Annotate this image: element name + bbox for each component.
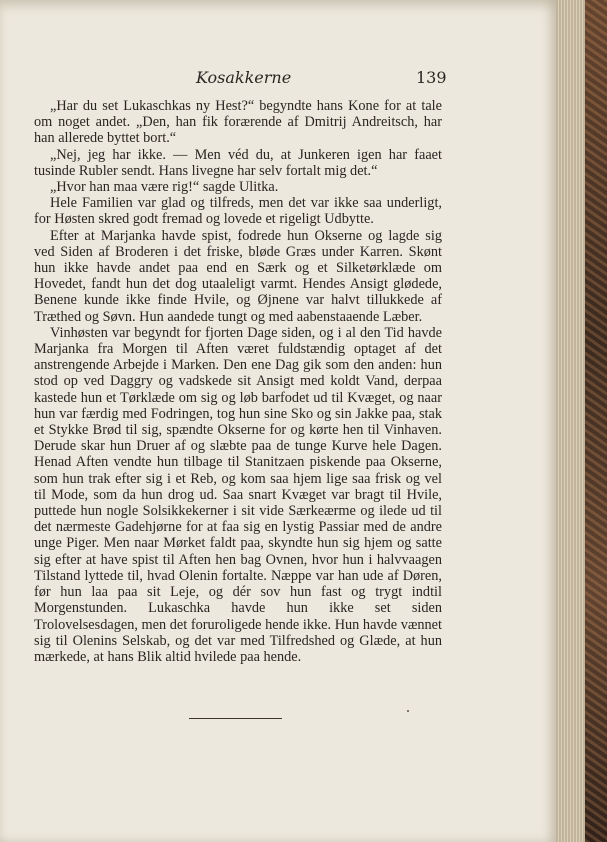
marbled-edge — [585, 0, 607, 842]
paragraph: Hele Familien var glad og tilfreds, men det var ikke saa underligt, for Høsten skred godt fremad og lovede et rigeligt Udbytte. — [34, 195, 442, 228]
paper-speck — [407, 710, 409, 712]
paragraph: Efter at Marjanka havde spist, fodrede hun Okserne og lagde sig ved Siden af Broderen i det friske, bløde Græs under Karren. Skønt hun ikke havde andet paa end en Særk og et Silketørklæde om Hovedet, fandt hun det dog utaaleligt varmt. Hendes Ansigt glødede, Benene kunde ikke finde Hvile, og Øjnene var halvt tillukkede af Træthed og Søvn. Hun aandede tungt og med aabenstaaende Læber. — [34, 227, 442, 325]
page-number: 139 — [416, 68, 447, 87]
paragraph: „Nej, jeg har ikke. — Men véd du, at Junkeren igen har faaet tusinde Rubler sendt. Hans livegne har selv fortalt mig det.“ — [34, 146, 442, 179]
running-title: Kosakkerne — [196, 68, 292, 87]
body-text — [34, 98, 442, 665]
paragraph: „Hvor han maa være rig!“ sagde Ulitka. — [50, 179, 279, 196]
paragraph: „Har du set Lukaschkas ny Hest?“ begyndte hans Kone for at tale om noget andet. „Den, han fik forærende af Dmitrij Andreitsch, har han allerede byttet bort.“ — [34, 98, 442, 147]
paragraph: Vinhøsten var begyndt for fjorten Dage siden, og i al den Tid havde Marjanka fra Morgen til Aften været fuldstændig optaget af det anstrengende Arbejde i Marken. Den ene Dag gik som den anden: hun stod op ved Daggry og vadskede sit Ansigt med koldt Vand, derpaa kastede hun et Tørklæde om sig og løb barfodet ud til Kvæget, og naar hun var færdig med Fodringen, tog hun sine Sko og sin Jakke paa, stak et Stykke Brød til sig, spændte Okserne for og kørte hen til Vinhaven. Derude skar hun Druer af og slæbte paa de tunge Kurve hele Dagen. Henad Aften vendte hun tilbage til Stanitzaen piskende paa Okserne, som hun trak efter sig i et Reb, og kom saa hjem lige saa frisk og vel til Mode, som da hun drog ud. Saa snart Kvæget var bragt til Hvile, puttede hun nogle Solsikkekerner i sit vide Særkeærme og ilede ud til det nærmeste Gadehjørne for at faa sig en lystig Passiar med de andre unge Piger. Men naar Mørket faldt paa, skyndte hun sig hjem og satte sig efter at have spist til Aften hen bag Ovnen, hvor hun i halvvaagen Tilstand lyttede til, hvad Olenin fortalte. Næppe var han ude af Døren, før hun laa paa sit Leje, og dér sov hun fast og trygt indtil Morgenstunden. Lukaschka havde hun ikke set siden Trolovelsesdagen, men det foruroligede hende ikke. Hun havde vænnet sig til Olenins Selskab, og det var med Tilfredshed og Glæde, at hun mærkede, at hans Blik altid hvilede paa hende. — [34, 324, 442, 665]
section-divider — [189, 718, 282, 719]
running-head — [0, 66, 556, 90]
